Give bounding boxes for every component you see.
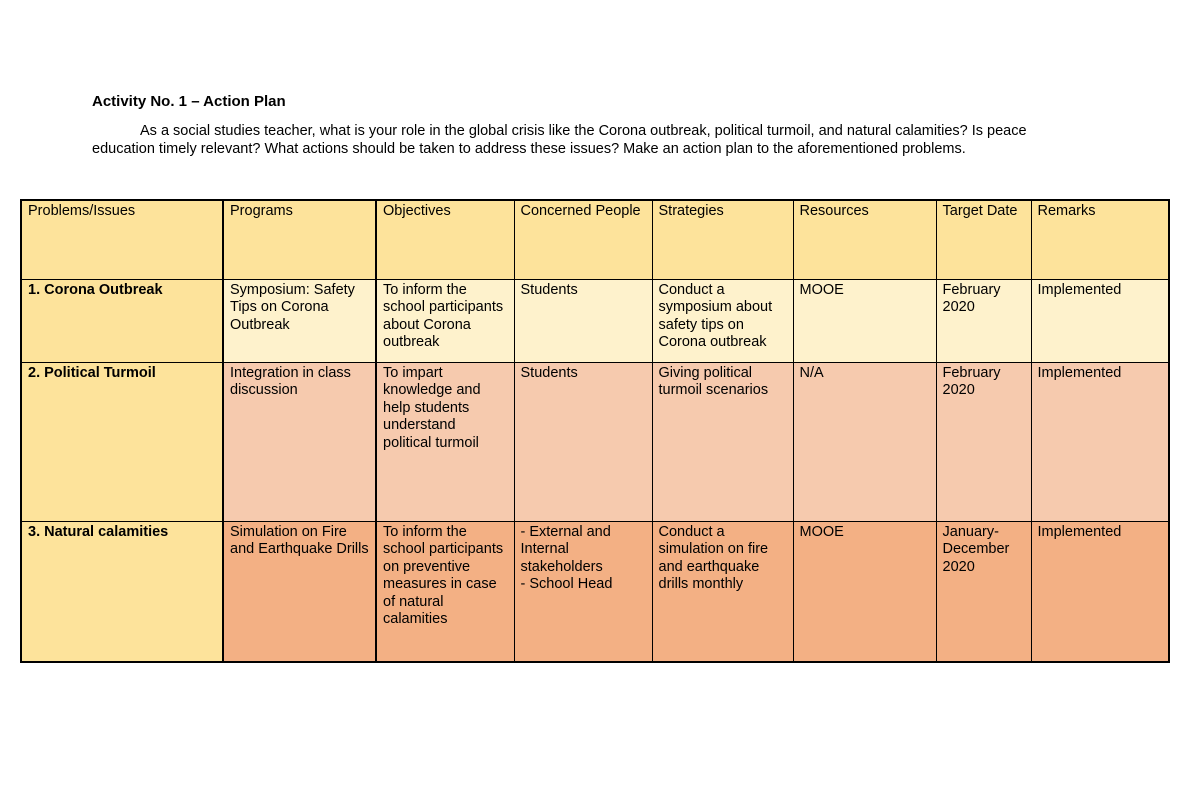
issue-cell: 1. Corona Outbreak xyxy=(21,279,223,362)
remarks-cell: Implemented xyxy=(1031,279,1169,362)
header-cell-remarks: Remarks xyxy=(1031,200,1169,279)
header-cell-strategies: Strategies xyxy=(652,200,793,279)
objective-cell: To inform the school participants about Corona outbreak xyxy=(376,279,514,362)
table-row xyxy=(21,362,1169,521)
objective-cell: To impart knowledge and help students understand political turmoil xyxy=(376,362,514,521)
resources-cell: MOOE xyxy=(793,521,936,662)
resources-cell: MOOE xyxy=(793,279,936,362)
target-date-cell: February 2020 xyxy=(936,279,1031,362)
program-cell: Symposium: Safety Tips on Corona Outbreak xyxy=(223,279,376,362)
remarks-cell: Implemented xyxy=(1031,362,1169,521)
header-cell-objectives: Objectives xyxy=(376,200,514,279)
header-cell-target-date: Target Date xyxy=(936,200,1031,279)
strategy-cell: Conduct a simulation on fire and earthquake drills monthly xyxy=(652,521,793,662)
page-title: Activity No. 1 – Action Plan xyxy=(92,93,286,110)
table-row xyxy=(21,521,1169,662)
objective-cell: To inform the school participants on preventive measures in case of natural calamities xyxy=(376,521,514,662)
instructions-paragraph: As a social studies teacher, what is your role in the global crisis like the Corona outbreak, political turmoil, and natural calamities? Is peace education timely relevant? What actions should be taken to address these issues? Make an action plan to the aforementioned problems. xyxy=(92,123,1027,157)
issue-cell: 3. Natural calamities xyxy=(21,521,223,662)
program-cell: Simulation on Fire and Earthquake Drills xyxy=(223,521,376,662)
issue-cell: 2. Political Turmoil xyxy=(21,362,223,521)
resources-cell: N/A xyxy=(793,362,936,521)
header-cell-programs: Programs xyxy=(223,200,376,279)
table-row xyxy=(21,279,1169,362)
target-date-cell: January-December 2020 xyxy=(936,521,1031,662)
header-cell-problems: Problems/Issues xyxy=(21,200,223,279)
remarks-cell: Implemented xyxy=(1031,521,1169,662)
program-cell: Integration in class discussion xyxy=(223,362,376,521)
strategy-cell: Conduct a symposium about safety tips on Corona outbreak xyxy=(652,279,793,362)
target-date-cell: February 2020 xyxy=(936,362,1031,521)
header-cell-resources: Resources xyxy=(793,200,936,279)
table-header-row xyxy=(21,200,1169,279)
strategy-cell: Giving political turmoil scenarios xyxy=(652,362,793,521)
action-plan-table xyxy=(20,199,1170,663)
concerned-people-cell: Students xyxy=(514,279,652,362)
concerned-people-cell: Students xyxy=(514,362,652,521)
header-cell-concerned-people: Concerned People xyxy=(514,200,652,279)
concerned-people-cell: - External and Internal stakeholders - School Head xyxy=(514,521,652,662)
